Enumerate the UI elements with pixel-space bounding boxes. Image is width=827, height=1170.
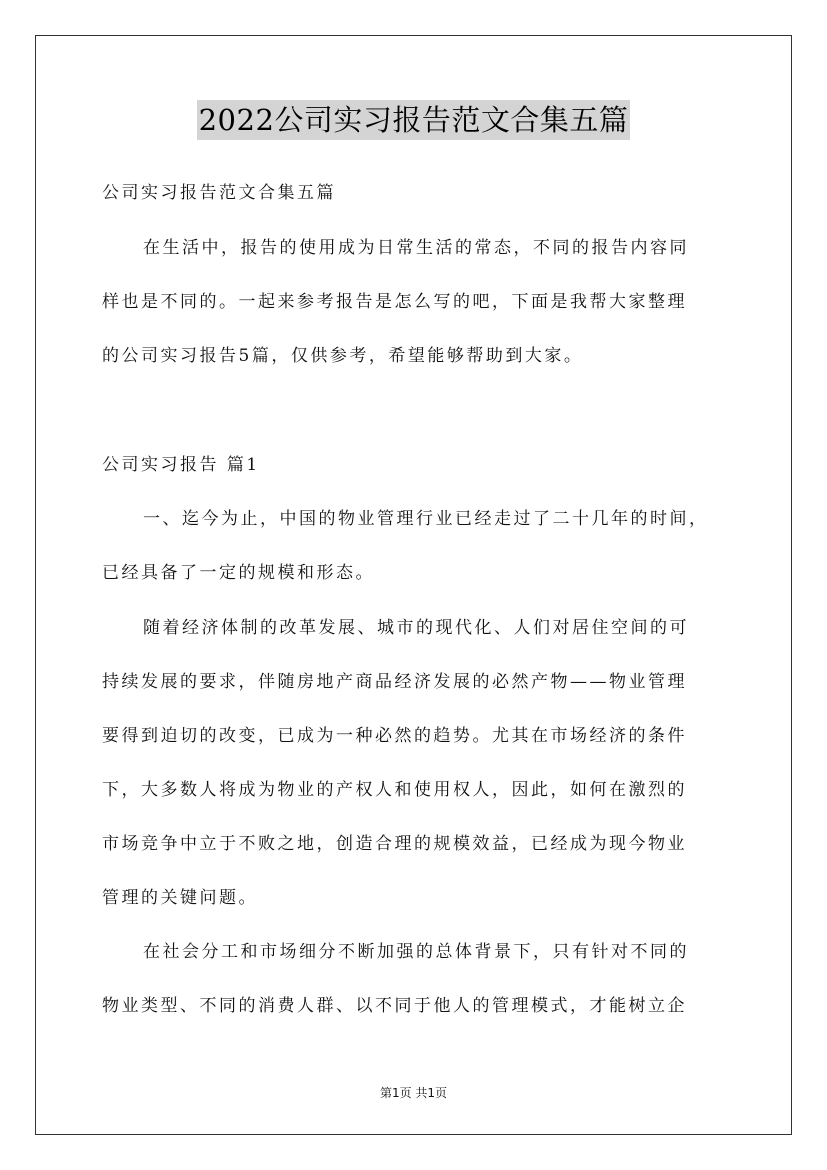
title-container [0, 100, 827, 140]
para2-line-4: 下，大多数人将成为物业的产权人和使用权人，因此，如何在激烈的 [102, 780, 687, 800]
para2-line-3: 要得到迫切的改变，已成为一种必然的趋势。尤其在市场经济的条件 [102, 726, 687, 746]
para3-line-1: 在社会分工和市场细分不断加强的总体背景下，只有针对不同的 [143, 942, 689, 962]
intro-line-3: 的公司实习报告5篇，仅供参考，希望能够帮助到大家。 [102, 346, 584, 366]
document-subtitle: 公司实习报告范文合集五篇 [102, 183, 336, 203]
para2-line-6: 管理的关键问题。 [102, 888, 258, 908]
para2-line-2: 持续发展的要求，伴随房地产商品经济发展的必然产物——物业管理 [102, 672, 687, 692]
section-heading: 公司实习报告 篇1 [102, 455, 260, 475]
para1-line-1: 一、迄今为止，中国的物业管理行业已经走过了二十几年的时间， [143, 509, 709, 529]
intro-line-2: 样也是不同的。一起来参考报告是怎么写的吧，下面是我帮大家整理 [102, 292, 687, 312]
para3-line-2: 物业类型、不同的消费人群、以不同于他人的管理模式，才能树立企 [102, 996, 687, 1016]
document-title: 2022公司实习报告范文合集五篇 [197, 100, 631, 140]
intro-line-1: 在生活中，报告的使用成为日常生活的常态，不同的报告内容同 [143, 238, 689, 258]
para1-line-2: 已经具备了一定的规模和形态。 [102, 563, 375, 583]
page-footer: 第1页 共1页 [379, 1086, 448, 1100]
para2-line-1: 随着经济体制的改革发展、城市的现代化、人们对居住空间的可 [143, 618, 689, 638]
para2-line-5: 市场竞争中立于不败之地，创造合理的规模效益，已经成为现今物业 [102, 834, 687, 854]
